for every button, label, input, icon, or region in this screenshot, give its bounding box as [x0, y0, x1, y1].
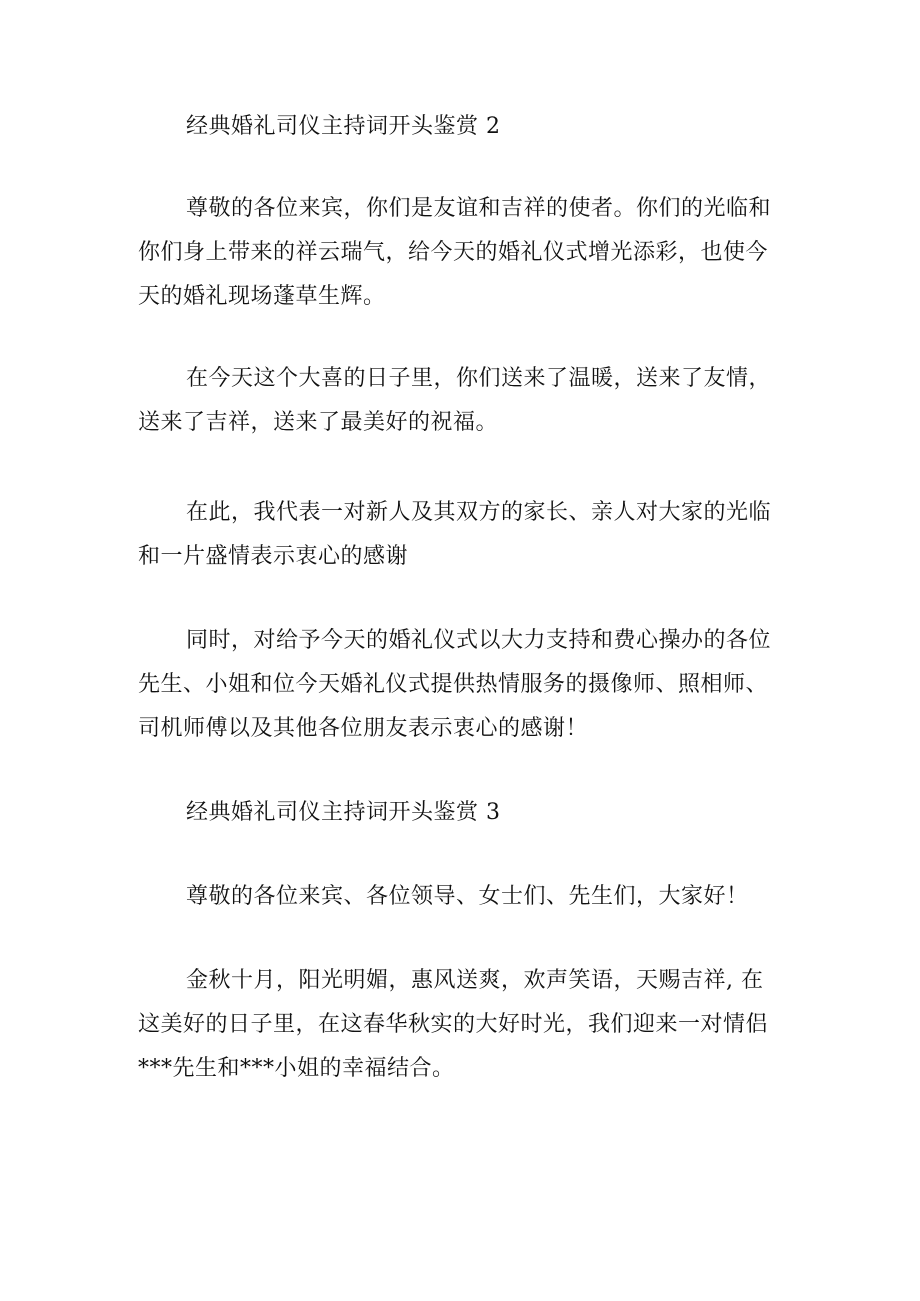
- paragraph-4-line-2: 先生、小姐和位今天婚礼仪式提供热情服务的摄像师、照相师、: [138, 672, 769, 697]
- paragraph-6-line-1: 金秋十月，阳光明媚，惠风送爽，欢声笑语，天赐吉祥, 在: [186, 968, 764, 993]
- section-heading-2: 经典婚礼司仪主持词开头鉴赏 2: [186, 114, 501, 139]
- paragraph-3-line-1: 在此，我代表一对新人及其双方的家长、亲人对大家的光临: [186, 500, 772, 525]
- paragraph-1-line-2: 你们身上带来的祥云瑞气，给今天的婚礼仪式增光添彩，也使今: [138, 240, 769, 265]
- paragraph-3-line-2: 和一片盛情表示衷心的感谢: [138, 544, 409, 569]
- paragraph-6-line-2: 这美好的日子里，在这春华秋实的大好时光，我们迎来一对情侣: [138, 1012, 769, 1037]
- section-heading-3: 经典婚礼司仪主持词开头鉴赏 3: [186, 800, 501, 825]
- paragraph-2-line-1: 在今天这个大喜的日子里，你们送来了温暖，送来了友情，: [186, 366, 772, 391]
- paragraph-4-line-3: 司机师傅以及其他各位朋友表示衷心的感谢！: [138, 716, 589, 741]
- paragraph-1-line-1: 尊敬的各位来宾，你们是友谊和吉祥的使者。你们的光临和: [186, 196, 772, 221]
- paragraph-5-line-1: 尊敬的各位来宾、各位领导、女士们、先生们，大家好！: [186, 884, 749, 909]
- paragraph-4-line-1: 同时，对给予今天的婚礼仪式以大力支持和费心操办的各位: [186, 628, 772, 653]
- paragraph-2-line-2: 送来了吉祥，送来了最美好的祝福。: [138, 410, 499, 435]
- paragraph-6-line-3: ***先生和***小姐的幸福结合。: [138, 1056, 455, 1081]
- paragraph-1-line-3: 天的婚礼现场蓬草生辉。: [138, 284, 386, 309]
